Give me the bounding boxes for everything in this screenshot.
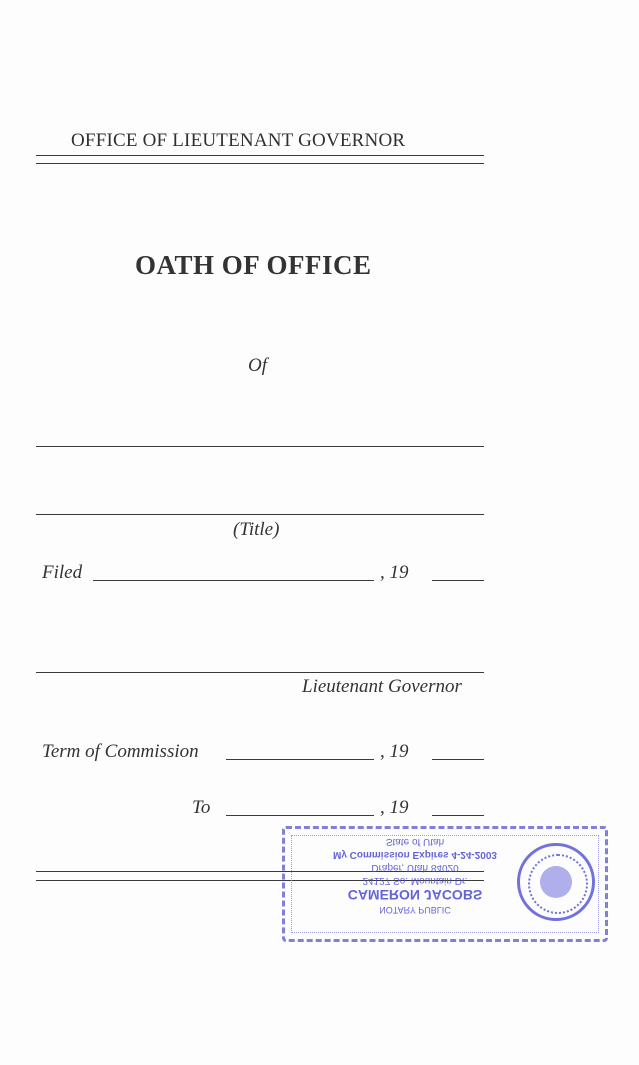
to-label: To xyxy=(192,797,211,818)
document-title: OATH OF OFFICE xyxy=(135,250,372,280)
term-year-prefix: , 19 xyxy=(380,741,409,762)
to-date-line[interactable] xyxy=(226,815,374,816)
of-label: Of xyxy=(248,355,267,376)
notary-stamp xyxy=(282,826,608,942)
filed-year-prefix: , 19 xyxy=(380,562,409,583)
name-line[interactable] xyxy=(36,446,484,447)
filed-year-line[interactable] xyxy=(432,580,484,581)
signature-line[interactable] xyxy=(36,672,484,673)
term-year-line[interactable] xyxy=(432,759,484,760)
notary-line-3: 24127 So. Mountain Dr. xyxy=(362,875,468,886)
filed-date-line[interactable] xyxy=(93,580,374,581)
notary-line-2: CAMERON JACOBS xyxy=(347,887,483,903)
filed-label: Filed xyxy=(42,562,83,583)
term-date-line[interactable] xyxy=(226,759,374,760)
notary-line-6: State of Utah xyxy=(385,836,445,847)
header-rule-top xyxy=(36,155,484,156)
to-year-line[interactable] xyxy=(432,815,484,816)
header-rule-bottom xyxy=(36,163,484,164)
office-header: OFFICE OF LIEUTENANT GOVERNOR xyxy=(71,130,406,151)
signature-caption: Lieutenant Governor xyxy=(302,676,462,697)
state-seal-icon xyxy=(517,843,595,921)
notary-line-1: NOTARY PUBLIC xyxy=(379,905,451,915)
notary-stamp-text xyxy=(325,835,505,916)
notary-line-5: My Commission Expires 4-24-2003 xyxy=(333,849,497,860)
notary-line-4: Draper, Utah 84020 xyxy=(371,862,459,873)
term-label: Term of Commission xyxy=(42,741,199,762)
title-line[interactable] xyxy=(36,514,484,515)
title-caption: (Title) xyxy=(233,519,280,540)
to-year-prefix: , 19 xyxy=(380,797,409,818)
